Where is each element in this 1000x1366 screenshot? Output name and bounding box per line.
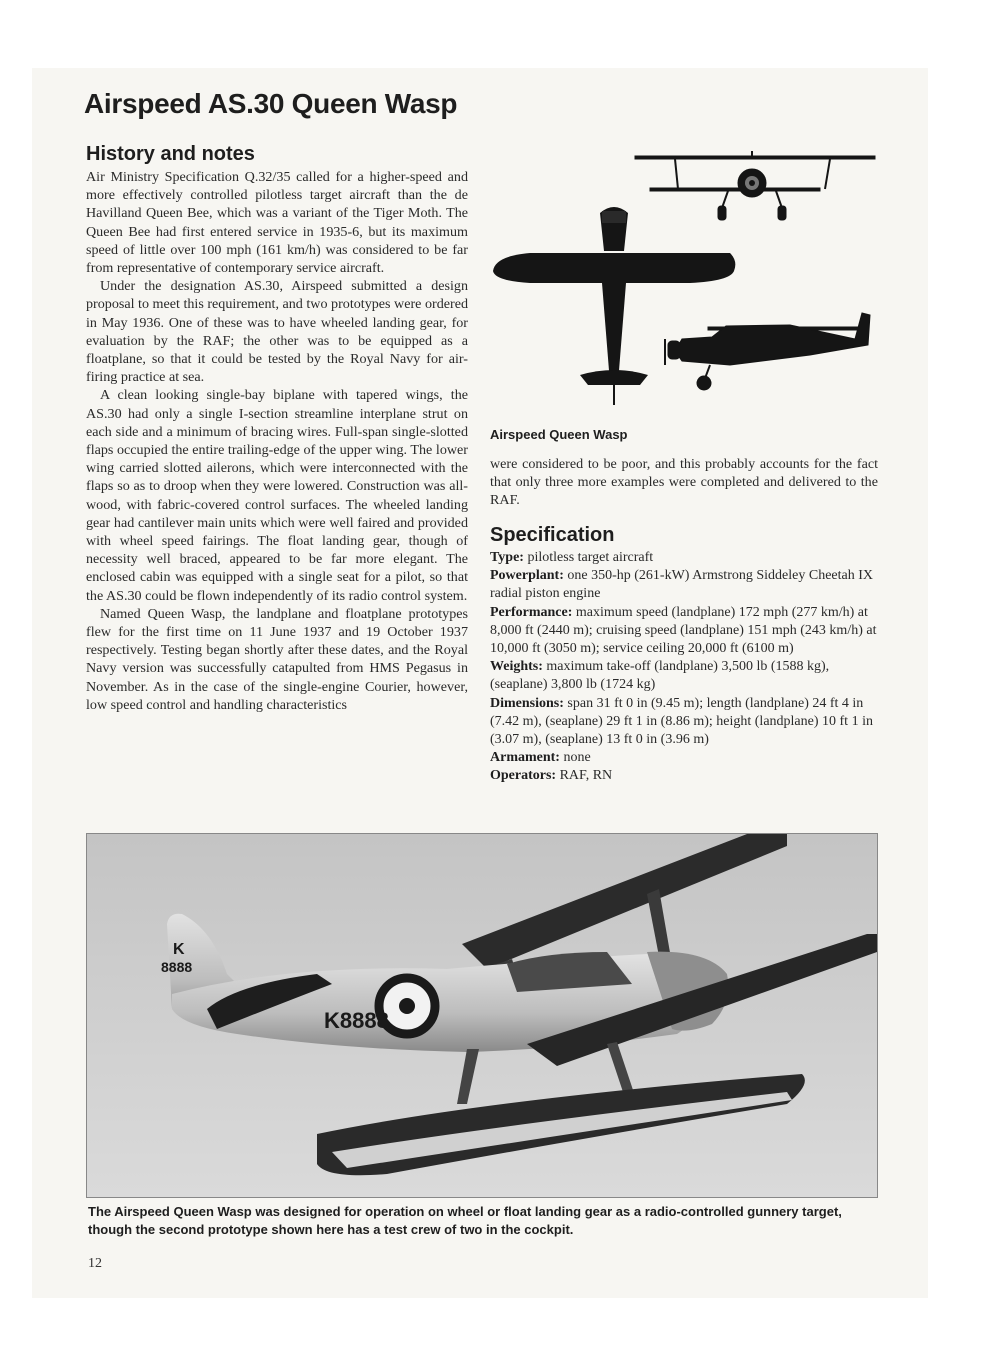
fin-letter: K	[173, 941, 185, 958]
spec-powerplant	[490, 567, 878, 603]
spec-label: Performance:	[490, 604, 573, 620]
history-continuation-block	[490, 455, 878, 510]
side-view-drawing	[665, 313, 870, 390]
spec-performance	[490, 604, 878, 659]
spec-dimensions	[490, 695, 878, 750]
history-paragraph-1: Air Ministry Specification Q.32/35 called for a higher-speed and more effectively controlled pilotless target aircraft than the de Havilland Queen Bee, which was a variant of the Tiger Moth. The Queen Bee had first entered service in 1935-6, but its maximum speed of little over 100 mph (161 km/h) was considered to be far from representative of contemporary service aircraft.	[86, 169, 468, 277]
specification-heading: Specification	[490, 524, 615, 546]
three-view-drawing	[490, 143, 880, 418]
history-continuation: were considered to be poor, and this probably accounts for the fact that only three more examples were completed and delivered to the RAF.	[490, 456, 878, 509]
spec-label: Dimensions:	[490, 695, 564, 711]
history-paragraph-2: Under the designation AS.30, Airspeed submitted a design proposal to meet this requirement, and two prototypes were ordered in May 1936. One of these was to have wheeled landing gear, for evaluation by the RAF; the other was to be equipped as a floatplane, so that it could be tested by the Royal Navy for air-firing practice at sea.	[86, 278, 468, 386]
page-title: Airspeed AS.30 Queen Wasp	[84, 88, 458, 119]
photo-caption: The Airspeed Queen Wasp was designed for operation on wheel or float landing gear as a radio-controlled gunnery target, though the second prototype shown here has a test crew of two in the cockpit.	[88, 1204, 842, 1237]
fin-serial: 8888	[161, 959, 193, 975]
front-view-drawing	[635, 151, 875, 220]
page-number: 12	[88, 1256, 102, 1271]
spec-value: maximum take-off (landplane) 3,500 lb (1588 kg), (seaplane) 3,800 lb (1724 kg)	[490, 659, 830, 693]
drawing-caption: Airspeed Queen Wasp	[490, 427, 628, 442]
spec-value: RAF, RN	[559, 768, 613, 784]
history-column	[86, 143, 468, 714]
spec-label: Weights:	[490, 659, 543, 675]
spec-value: one 350-hp (261-kW) Armstrong Siddeley Cheetah IX radial piston engine	[490, 568, 873, 602]
spec-value: span 31 ft 0 in (9.45 m); length (landplane) 24 ft 4 in (7.42 m), (seaplane) 29 ft 1 in (8.86 m); height (landplane) 10 ft 1 in (3.07 m), (seaplane) 13 ft 0 in (3.96 m)	[490, 695, 873, 748]
drawing-caption-block	[490, 427, 878, 442]
spec-label: Powerplant:	[490, 568, 564, 584]
spec-value: maximum speed (landplane) 172 mph (277 km/h) at 8,000 ft (2440 m); cruising speed (landplane) 151 mph (243 km/h) at 10,000 ft (3050 m); service ceiling 20,000 ft (6100 m)	[490, 604, 877, 657]
spec-label: Type:	[490, 550, 524, 565]
spec-label: Operators:	[490, 768, 557, 784]
spec-label: Armament:	[490, 750, 560, 766]
specification-section	[490, 524, 878, 786]
floatplane-photo-illustration	[87, 834, 877, 1197]
spec-weights	[490, 658, 878, 694]
spec-armament	[490, 749, 878, 767]
history-paragraph-3: A clean looking single-bay biplane with tapered wings, the AS.30 had only a single I-section streamline interplane strut on each side and a minimum of bracing wires. Full-span single-slotted flaps occupied the entire trailing-edge of the upper wing. The lower wing carried slotted ailerons, which were interconnected with the flaps so as to droop when they were lowered. Construction was all-wood, with fabric-covered control surfaces. The wheeled landing gear had cantilever main units which were well faired and provided with wheel speed fairings. The float landing gear, though of necessity well braced, appeared to be far more elegant. The enclosed cabin was equipped with a single seat for a pilot, so that the AS.30 could be flown independently of its radio control system.	[86, 387, 468, 604]
spec-type	[490, 549, 878, 567]
history-paragraph-4: Named Queen Wasp, the landplane and floatplane prototypes flew for the first time on 11 June 1937 and 19 October 1937 respectively. Testing began shortly after these dates, and the Royal Navy version was successfully catapulted from HMS Pegasus in November. As in the case of the single-engine Courier, however, low speed control and handling characteristics	[86, 605, 468, 713]
plan-view-drawing	[493, 207, 735, 405]
aircraft-photo	[86, 833, 878, 1198]
spec-operators	[490, 767, 878, 785]
history-heading: History and notes	[86, 143, 255, 165]
fuselage-serial: K8888	[324, 1008, 389, 1033]
spec-value: none	[563, 750, 591, 766]
spec-value: pilotless target aircraft	[527, 550, 654, 565]
